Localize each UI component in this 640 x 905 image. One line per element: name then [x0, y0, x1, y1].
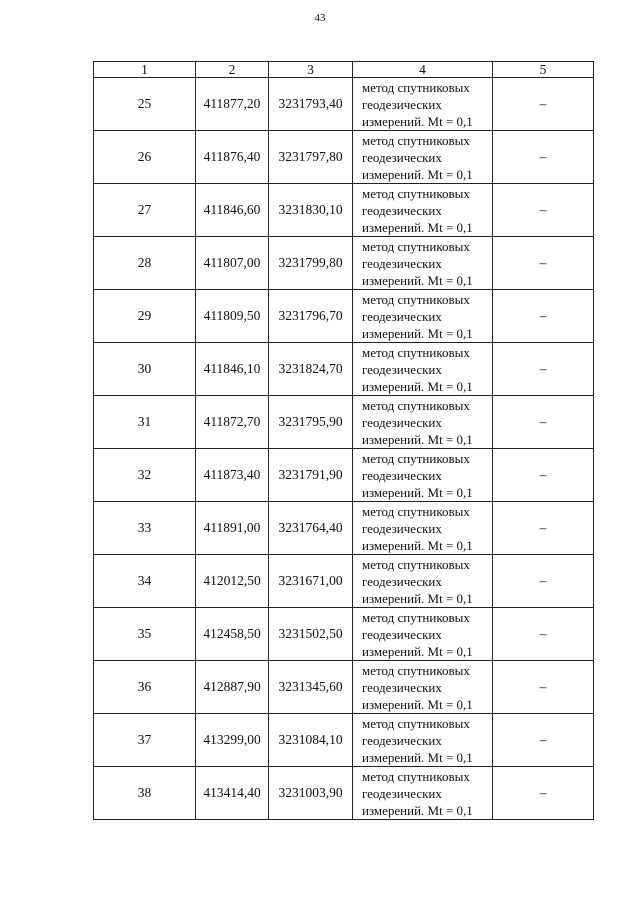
y-coordinate-cell: 3231764,40 — [269, 502, 353, 555]
method-cell — [353, 131, 493, 184]
x-coordinate-cell: 411891,00 — [196, 502, 269, 555]
x-coordinate-cell: 412887,90 — [196, 661, 269, 714]
note-cell: – — [493, 184, 594, 237]
note-cell: – — [493, 131, 594, 184]
method-cell — [353, 714, 493, 767]
x-coordinate-cell: 412458,50 — [196, 608, 269, 661]
table-row — [94, 131, 594, 184]
method-line: измерений. Mt = 0,1 — [362, 166, 473, 182]
method-line: геодезических — [362, 626, 442, 642]
method-cell — [353, 343, 493, 396]
table-row — [94, 184, 594, 237]
header-col-3: 3 — [269, 62, 353, 78]
method-line: измерений. Mt = 0,1 — [362, 537, 473, 553]
y-coordinate-cell: 3231830,10 — [269, 184, 353, 237]
y-coordinate-cell: 3231795,90 — [269, 396, 353, 449]
point-number-cell: 26 — [94, 131, 196, 184]
note-cell: – — [493, 714, 594, 767]
point-number-cell: 29 — [94, 290, 196, 343]
x-coordinate-cell: 413299,00 — [196, 714, 269, 767]
method-line: измерений. Mt = 0,1 — [362, 325, 473, 341]
method-cell — [353, 608, 493, 661]
method-line: геодезических — [362, 520, 442, 536]
header-col-4: 4 — [353, 62, 493, 78]
method-line: измерений. Mt = 0,1 — [362, 484, 473, 500]
method-cell — [353, 555, 493, 608]
coordinates-table — [93, 61, 594, 820]
table-row — [94, 767, 594, 820]
method-line: измерений. Mt = 0,1 — [362, 590, 473, 606]
method-line: метод спутниковых — [362, 397, 470, 413]
point-number-cell: 25 — [94, 78, 196, 131]
method-line: метод спутниковых — [362, 185, 470, 201]
note-cell: – — [493, 78, 594, 131]
method-line: геодезических — [362, 308, 442, 324]
method-cell — [353, 290, 493, 343]
note-cell: – — [493, 555, 594, 608]
page-number: 43 — [314, 12, 326, 24]
header-col-5: 5 — [493, 62, 594, 78]
method-cell — [353, 449, 493, 502]
table-row — [94, 661, 594, 714]
table-row — [94, 502, 594, 555]
x-coordinate-cell: 411846,10 — [196, 343, 269, 396]
method-line: измерений. Mt = 0,1 — [362, 643, 473, 659]
note-cell: – — [493, 237, 594, 290]
point-number-cell: 33 — [94, 502, 196, 555]
method-cell — [353, 78, 493, 131]
point-number-cell: 36 — [94, 661, 196, 714]
header-row — [94, 62, 594, 78]
note-cell: – — [493, 449, 594, 502]
table-row — [94, 449, 594, 502]
note-cell: – — [493, 608, 594, 661]
y-coordinate-cell: 3231824,70 — [269, 343, 353, 396]
method-cell — [353, 767, 493, 820]
method-line: измерений. Mt = 0,1 — [362, 431, 473, 447]
method-line: метод спутниковых — [362, 503, 470, 519]
point-number-cell: 27 — [94, 184, 196, 237]
table-row — [94, 396, 594, 449]
method-line: измерений. Mt = 0,1 — [362, 378, 473, 394]
x-coordinate-cell: 411877,20 — [196, 78, 269, 131]
method-cell — [353, 502, 493, 555]
method-line: метод спутниковых — [362, 132, 470, 148]
method-line: измерений. Mt = 0,1 — [362, 696, 473, 712]
point-number-cell: 38 — [94, 767, 196, 820]
note-cell: – — [493, 396, 594, 449]
method-cell — [353, 237, 493, 290]
note-cell: – — [493, 290, 594, 343]
y-coordinate-cell: 3231345,60 — [269, 661, 353, 714]
y-coordinate-cell: 3231502,50 — [269, 608, 353, 661]
method-line: метод спутниковых — [362, 450, 470, 466]
method-line: геодезических — [362, 573, 442, 589]
note-cell: – — [493, 502, 594, 555]
method-line: метод спутниковых — [362, 79, 470, 95]
method-line: геодезических — [362, 96, 442, 112]
x-coordinate-cell: 411846,60 — [196, 184, 269, 237]
x-coordinate-cell: 411872,70 — [196, 396, 269, 449]
method-line: геодезических — [362, 414, 442, 430]
method-cell — [353, 184, 493, 237]
method-line: измерений. Mt = 0,1 — [362, 749, 473, 765]
y-coordinate-cell: 3231791,90 — [269, 449, 353, 502]
method-line: метод спутниковых — [362, 556, 470, 572]
x-coordinate-cell: 413414,40 — [196, 767, 269, 820]
y-coordinate-cell: 3231797,80 — [269, 131, 353, 184]
table-row — [94, 608, 594, 661]
method-line: геодезических — [362, 361, 442, 377]
method-line: геодезических — [362, 679, 442, 695]
method-line: измерений. Mt = 0,1 — [362, 802, 473, 818]
table-row — [94, 237, 594, 290]
method-line: метод спутниковых — [362, 609, 470, 625]
note-cell: – — [493, 343, 594, 396]
method-line: геодезических — [362, 732, 442, 748]
method-line: геодезических — [362, 202, 442, 218]
y-coordinate-cell: 3231799,80 — [269, 237, 353, 290]
method-line: геодезических — [362, 255, 442, 271]
method-line: измерений. Mt = 0,1 — [362, 272, 473, 288]
method-line: метод спутниковых — [362, 238, 470, 254]
note-cell: – — [493, 767, 594, 820]
method-line: метод спутниковых — [362, 715, 470, 731]
table-row — [94, 714, 594, 767]
y-coordinate-cell: 3231003,90 — [269, 767, 353, 820]
header-col-1: 1 — [94, 62, 196, 78]
method-line: измерений. Mt = 0,1 — [362, 113, 473, 129]
y-coordinate-cell: 3231793,40 — [269, 78, 353, 131]
x-coordinate-cell: 411873,40 — [196, 449, 269, 502]
x-coordinate-cell: 412012,50 — [196, 555, 269, 608]
point-number-cell: 32 — [94, 449, 196, 502]
table-row — [94, 78, 594, 131]
x-coordinate-cell: 411809,50 — [196, 290, 269, 343]
x-coordinate-cell: 411807,00 — [196, 237, 269, 290]
point-number-cell: 31 — [94, 396, 196, 449]
y-coordinate-cell: 3231084,10 — [269, 714, 353, 767]
method-line: измерений. Mt = 0,1 — [362, 219, 473, 235]
method-line: геодезических — [362, 785, 442, 801]
method-cell — [353, 396, 493, 449]
point-number-cell: 37 — [94, 714, 196, 767]
table-row — [94, 343, 594, 396]
x-coordinate-cell: 411876,40 — [196, 131, 269, 184]
y-coordinate-cell: 3231796,70 — [269, 290, 353, 343]
table-row — [94, 555, 594, 608]
method-cell — [353, 661, 493, 714]
method-line: геодезических — [362, 467, 442, 483]
point-number-cell: 34 — [94, 555, 196, 608]
method-line: метод спутниковых — [362, 344, 470, 360]
method-line: геодезических — [362, 149, 442, 165]
method-line: метод спутниковых — [362, 768, 470, 784]
point-number-cell: 30 — [94, 343, 196, 396]
table-row — [94, 290, 594, 343]
header-col-2: 2 — [196, 62, 269, 78]
point-number-cell: 28 — [94, 237, 196, 290]
note-cell: – — [493, 661, 594, 714]
method-line: метод спутниковых — [362, 291, 470, 307]
y-coordinate-cell: 3231671,00 — [269, 555, 353, 608]
method-line: метод спутниковых — [362, 662, 470, 678]
point-number-cell: 35 — [94, 608, 196, 661]
